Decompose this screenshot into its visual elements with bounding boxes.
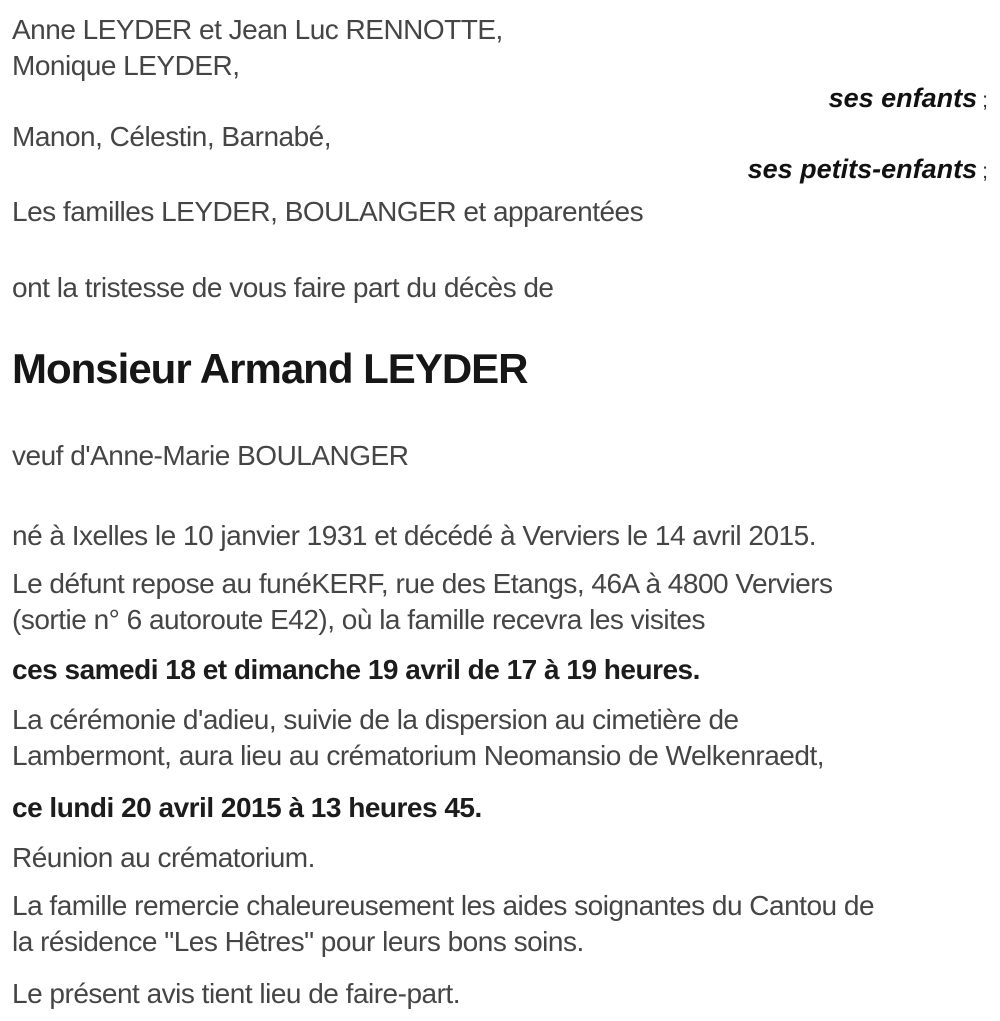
ceremony-line-2: Lambermont, aura lieu au crématorium Neomansio de Welkenraedt, bbox=[12, 740, 825, 771]
reunion-line: Réunion au crématorium. bbox=[12, 842, 315, 873]
ceremony-paragraph bbox=[12, 702, 988, 774]
children-relation-label: ses enfants bbox=[828, 83, 978, 113]
ceremony-schedule-line: ce lundi 20 avril 2015 à 13 heures 45. bbox=[12, 792, 482, 823]
thanks-line-1: La famille remercie chaleureusement les aides soignantes du Cantou de bbox=[12, 890, 875, 921]
repose-line-1: Le défunt repose au funéKERF, rue des Etangs, 46A à 4800 Verviers bbox=[12, 568, 833, 599]
thanks-line-2: la résidence "Les Hêtres" pour leurs bons soins. bbox=[12, 926, 584, 957]
life-dates-line: né à Ixelles le 10 janvier 1931 et décédé à Verviers le 14 avril 2015. bbox=[12, 520, 816, 551]
ceremony-line-1: La cérémonie d'adieu, suivie de la dispersion au cimetière de bbox=[12, 704, 739, 735]
grandchildren-relation-suffix: ; bbox=[982, 160, 988, 183]
announcement-line: ont la tristesse de vous faire part du décès de bbox=[12, 272, 554, 303]
children-names-line-2: Monique LEYDER, bbox=[12, 50, 240, 81]
repose-paragraph bbox=[12, 566, 988, 638]
grandchildren-names-line: Manon, Célestin, Barnabé, bbox=[12, 121, 332, 152]
deceased-name-title: Monsieur Armand LEYDER bbox=[12, 345, 528, 392]
visits-schedule-line: ces samedi 18 et dimanche 19 avril de 17 à 19 heures. bbox=[12, 654, 700, 685]
thanks-paragraph bbox=[12, 888, 988, 960]
grandchildren-relation-label: ses petits-enfants bbox=[747, 154, 978, 184]
children-names-line-1: Anne LEYDER et Jean Luc RENNOTTE, bbox=[12, 14, 503, 45]
relationship-line: veuf d'Anne-Marie BOULANGER bbox=[12, 440, 409, 471]
children-relation-suffix: ; bbox=[982, 89, 988, 112]
children-relation-line bbox=[12, 84, 988, 117]
grandchildren-relation-line bbox=[12, 155, 988, 188]
families-line: Les familles LEYDER, BOULANGER et apparentées bbox=[12, 196, 644, 227]
repose-line-2: (sortie n° 6 autoroute E42), où la famille recevra les visites bbox=[12, 604, 705, 635]
closing-line: Le présent avis tient lieu de faire-part. bbox=[12, 978, 460, 1009]
